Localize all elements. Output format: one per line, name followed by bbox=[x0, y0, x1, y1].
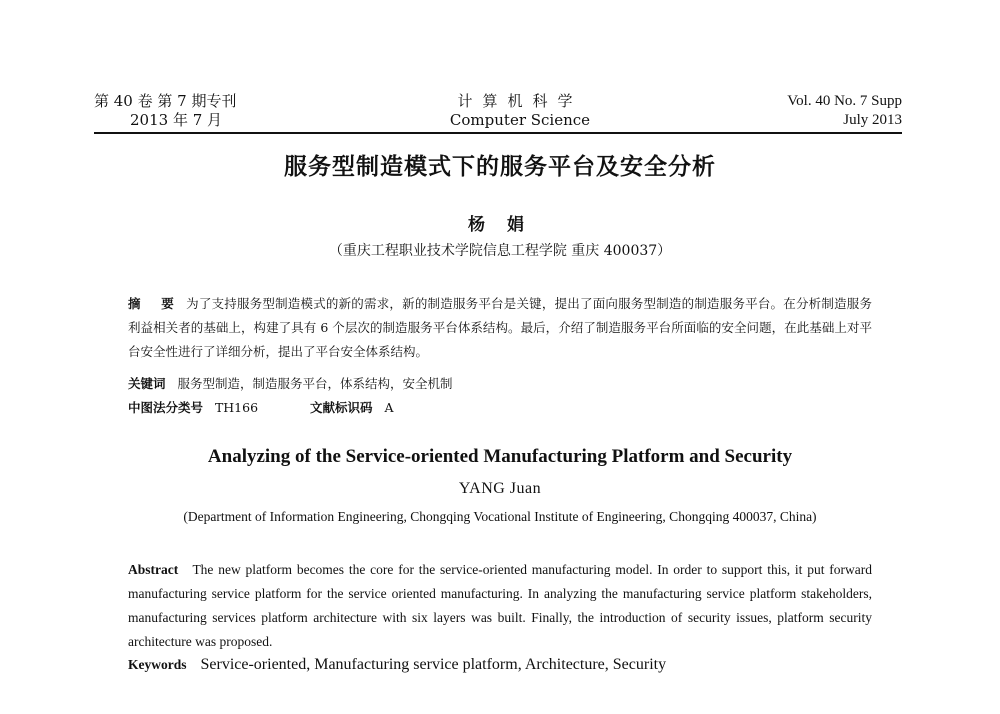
abstract-text-cn: 为了支持服务型制造模式的新的需求，新的制造服务平台是关键，提出了面向服务型制造的制造服务平台。在分析制造服务利益相关者的基础上，构建了具有 6 个层次的制造服务平台体系结构。最后，介绍了制造服务平台所面临的安全问题，在此基础上对平台安全性进行了详细分析，提出了平台安全体系结构。 bbox=[128, 296, 872, 359]
issue-date-en: July 2013 bbox=[843, 112, 902, 128]
issue-date-cn: 2013 年 7 月 bbox=[130, 111, 223, 129]
author-cn: 杨 娟 bbox=[468, 215, 532, 235]
keywords-en bbox=[128, 656, 666, 674]
abstract-label-cn: 摘 要 bbox=[128, 296, 182, 311]
paper-title-cn: 服务型制造模式下的服务平台及安全分析 bbox=[284, 154, 716, 180]
classification-line bbox=[128, 398, 393, 418]
clc-label: 中图法分类号 bbox=[128, 400, 204, 415]
doc-code-label: 文献标识码 bbox=[310, 400, 373, 415]
journal-name-cn: 计算机科学 bbox=[457, 92, 583, 110]
affiliation-en: (Department of Information Engineering, Chongqing Vocational Institute of Engineering, Chongqing 400037, China) bbox=[183, 509, 817, 524]
affiliation-cn: （重庆工程职业技术学院信息工程学院 重庆 400037） bbox=[328, 243, 672, 259]
abstract-label-en: Abstract bbox=[128, 562, 179, 577]
paper-title-en: Analyzing of the Service-oriented Manufacturing Platform and Security bbox=[207, 446, 793, 467]
journal-issue-info bbox=[94, 92, 236, 130]
abstract-cn bbox=[128, 292, 872, 364]
clc-value: TH166 bbox=[214, 400, 259, 415]
journal-name bbox=[430, 92, 610, 130]
journal-name-en: Computer Science bbox=[449, 111, 591, 129]
keywords-cn bbox=[128, 374, 452, 394]
header-rule bbox=[94, 132, 902, 134]
doc-code-value: A bbox=[384, 400, 394, 415]
journal-volume-en bbox=[787, 92, 902, 130]
abstract-text-en: The new platform becomes the core for the service-oriented manufacturing model. In order to support this, it put forward manufacturing service platform for the service oriented manufacturing. In analyzing the manufacturing service platform stakeholders, manufacturing services platform architecture with six layers was built. Finally, the introduction of security issues, platform security architecture was proposed. bbox=[128, 562, 872, 649]
keywords-label-cn: 关键词 bbox=[128, 376, 166, 391]
keywords-text-cn: 服务型制造，制造服务平台，体系结构，安全机制 bbox=[177, 376, 453, 391]
keywords-text-en: Service-oriented, Manufacturing service platform, Architecture, Security bbox=[200, 656, 667, 673]
volume-en: Vol. 40 No. 7 Supp bbox=[787, 93, 902, 109]
abstract-en bbox=[128, 558, 872, 654]
keywords-label-en: Keywords bbox=[128, 657, 187, 672]
volume-issue: 第 40 卷 第 7 期专刊 bbox=[94, 92, 237, 110]
author-en: YANG Juan bbox=[458, 480, 542, 497]
